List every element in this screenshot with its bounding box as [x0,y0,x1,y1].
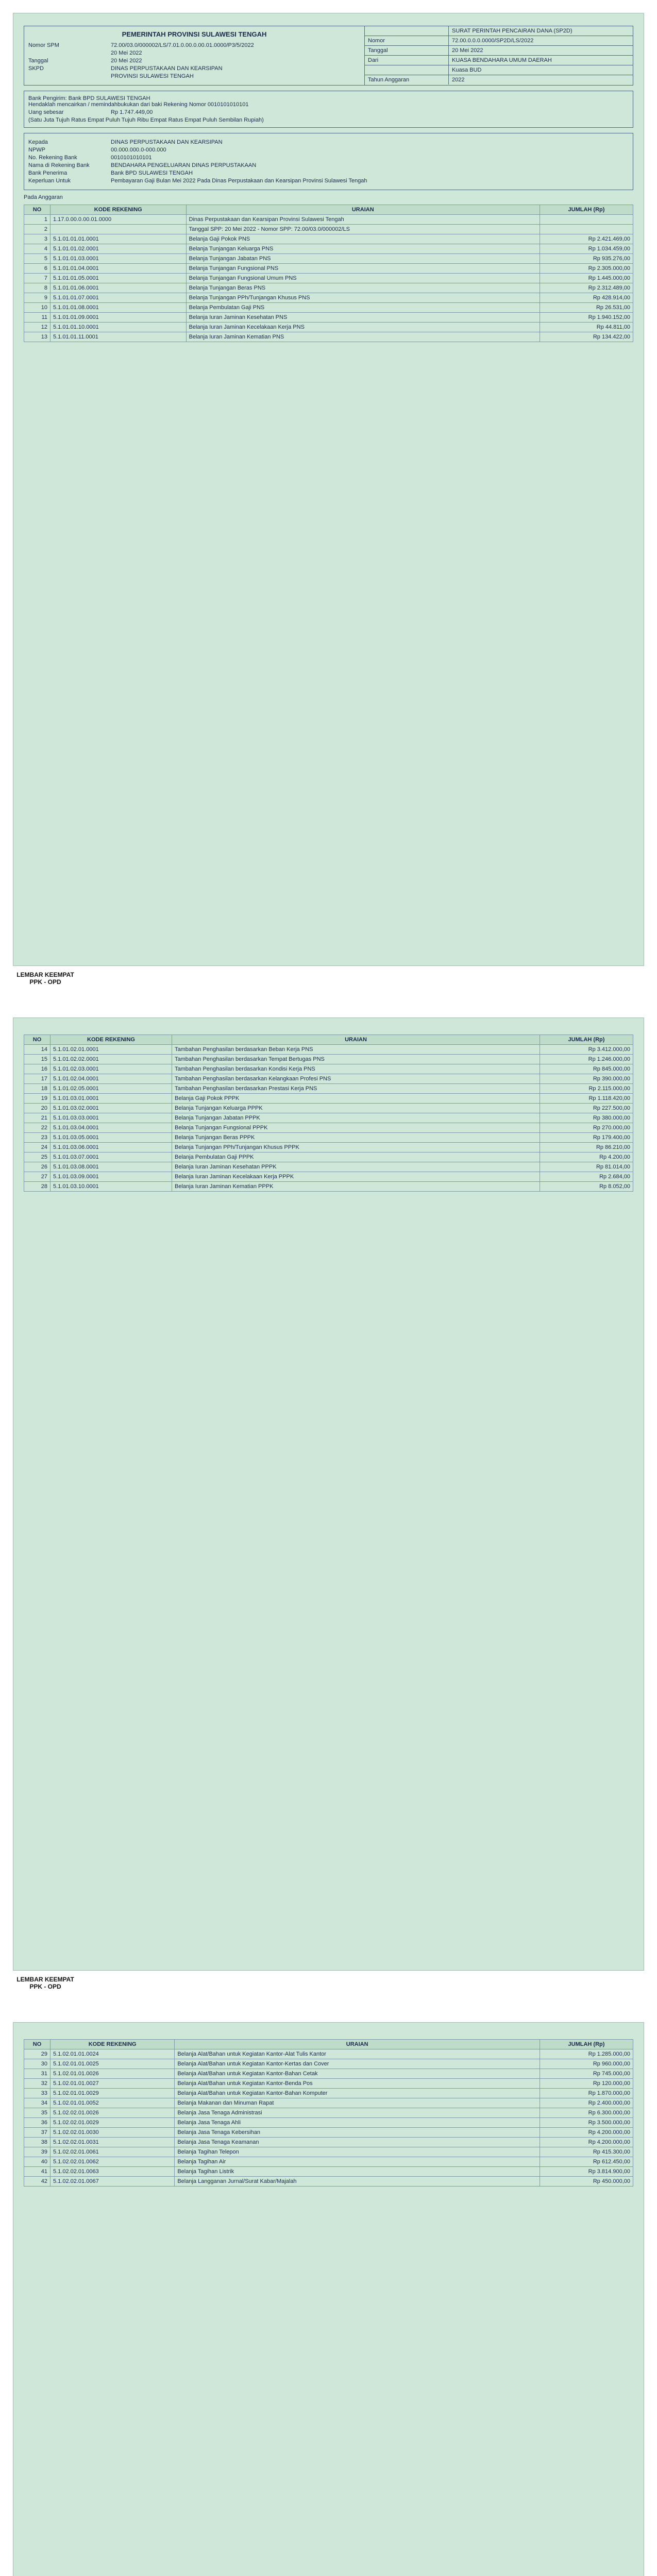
recipient-value: Bank BPD SULAWESI TENGAH [111,170,193,176]
cell-jumlah: Rp 935.276,00 [540,254,633,264]
header-right-value: SURAT PERINTAH PENCAIRAN DANA (SP2D) [452,28,572,34]
cell-jumlah: Rp 179.400,00 [540,1133,633,1143]
cell-jumlah: Rp 960.000,00 [540,2059,633,2069]
cell-no: 1 [24,215,50,225]
cell-kode: 5.1.02.02.01.0031 [50,2138,175,2147]
cell-no: 7 [24,274,50,283]
cell-uraian: Belanja Pembulatan Gaji PNS [186,303,540,313]
table-row [24,2049,633,2059]
recipient-value: DINAS PERPUSTAKAAN DAN KEARSIPAN [111,139,223,145]
table-row [24,323,633,332]
cell-jumlah: Rp 3.412.000,00 [540,1045,633,1055]
cell-no: 21 [24,1113,50,1123]
table-row [24,234,633,244]
cell-kode: 5.1.02.01.01.0029 [50,2089,175,2098]
cell-no: 9 [24,293,50,303]
cell-no: 14 [24,1045,50,1055]
table-row [24,274,633,283]
meta-row [28,73,360,79]
ppk-label-1 [14,971,76,986]
payment-instruction [24,91,633,128]
cell-uraian: Tambahan Penghasilan berdasarkan Kelangkaan Profesi PNS [172,1074,540,1084]
cell-jumlah: Rp 86.210,00 [540,1143,633,1153]
cell-uraian: Belanja Alat/Bahan untuk Kegiatan Kantor-Bahan Komputer [175,2089,540,2098]
table-row [24,215,633,225]
header-left [24,26,365,85]
recipient-key: Kepada [28,139,48,145]
cell-jumlah: Rp 2.305.000,00 [540,264,633,274]
cell-uraian: Tambahan Penghasilan berdasarkan Beban Kerja PNS [172,1045,540,1055]
meta-value: 20 Mei 2022 [111,50,142,56]
meta-row [28,65,360,72]
cell-no: 20 [24,1104,50,1113]
cell-uraian: Belanja Iuran Jaminan Kesehatan PNS [186,313,540,323]
amount-label: Uang sebesar [28,109,64,115]
cell-uraian: Belanja Iuran Jaminan Kesehatan PPPK [172,1162,540,1172]
cell-kode: 5.1.01.03.07.0001 [50,1153,172,1162]
cell-uraian: Belanja Gaji Pokok PPPK [172,1094,540,1104]
cell-no: 26 [24,1162,50,1172]
cell-kode: 5.1.01.01.08.0001 [50,303,187,313]
cell-kode: 5.1.02.01.01.0052 [50,2098,175,2108]
cell-kode: 5.1.01.02.03.0001 [50,1064,172,1074]
cell-no: 10 [24,303,50,313]
cell-jumlah: Rp 3.500.000,00 [540,2118,633,2128]
line-items-table-2 [24,1035,633,1192]
cell-jumlah: Rp 1.445.000,00 [540,274,633,283]
cell-uraian: Belanja Alat/Bahan untuk Kegiatan Kantor-Bahan Cetak [175,2069,540,2079]
cell-no: 31 [24,2069,50,2079]
col-kode: KODE REKENING [50,2040,175,2049]
table-row [24,332,633,342]
cell-kode: 5.1.01.01.09.0001 [50,313,187,323]
cell-jumlah: Rp 120.000,00 [540,2079,633,2089]
recipient-row [28,178,629,184]
line-items-table-3 [24,2039,633,2187]
cell-kode: 5.1.02.02.01.0063 [50,2167,175,2177]
table-row [24,2069,633,2079]
cell-no: 36 [24,2118,50,2128]
cell-uraian: Belanja Gaji Pokok PNS [186,234,540,244]
cell-kode: 5.1.01.03.08.0001 [50,1162,172,1172]
meta-key: SKPD [28,65,44,72]
cell-no: 33 [24,2089,50,2098]
recipient-value: 0010101010101 [111,155,152,161]
cell-no: 12 [24,323,50,332]
table-row [24,2118,633,2128]
cell-uraian: Belanja Jasa Tenaga Ahli [175,2118,540,2128]
document-header [24,26,633,86]
header-right-key [365,65,449,75]
cell-jumlah: Rp 2.421.469,00 [540,234,633,244]
document-page-1 [13,13,644,966]
cell-jumlah: Rp 1.285.000,00 [540,2049,633,2059]
meta-value: 72.00/03.0/000002/LS/7.01.0.00.0.00.01.0000/P3/5/2022 [111,42,254,48]
cell-kode: 5.1.02.01.01.0026 [50,2069,175,2079]
meta-value: DINAS PERPUSTAKAAN DAN KEARSIPAN [111,65,223,72]
cell-jumlah: Rp 1.940.152,00 [540,313,633,323]
cell-uraian: Belanja Tagihan Listrik [175,2167,540,2177]
cell-uraian: Belanja Tunjangan Jabatan PNS [186,254,540,264]
cell-kode: 5.1.02.02.01.0029 [50,2118,175,2128]
cell-kode: 5.1.01.03.02.0001 [50,1104,172,1113]
col-kode: KODE REKENING [50,205,187,215]
cell-no: 35 [24,2108,50,2118]
cell-uraian: Belanja Tunjangan Keluarga PNS [186,244,540,254]
table-row [24,1162,633,1172]
cell-no: 4 [24,244,50,254]
cell-kode: 5.1.02.02.01.0026 [50,2108,175,2118]
header-right-value: 2022 [452,77,465,83]
table-row [24,1153,633,1162]
ppk-title: LEMBAR KEEMPAT [16,971,74,978]
header-right-row [365,46,633,56]
cell-jumlah: Rp 2.684,00 [540,1172,633,1182]
cell-uraian: Belanja Tunjangan Fungsional PPPK [172,1123,540,1133]
cell-jumlah: Rp 2.400.000,00 [540,2098,633,2108]
table-row [24,264,633,274]
cell-kode: 5.1.01.02.05.0001 [50,1084,172,1094]
cell-jumlah: Rp 8.052,00 [540,1182,633,1192]
meta-value: 20 Mei 2022 [111,58,142,64]
recipient-row [28,170,629,176]
cell-uraian: Belanja Iuran Jaminan Kematian PNS [186,332,540,342]
cell-no: 23 [24,1133,50,1143]
table-row [24,1104,633,1113]
cell-no: 32 [24,2079,50,2089]
cell-jumlah: Rp 612.450,00 [540,2157,633,2167]
cell-kode [50,225,187,234]
table-row [24,1143,633,1153]
table-row [24,1123,633,1133]
table-row [24,303,633,313]
cell-uraian: Tanggal SPP: 20 Mei 2022 - Nomor SPP: 72.00/03.0/000002/LS [186,225,540,234]
table-row [24,1084,633,1094]
cell-uraian: Belanja Pembulatan Gaji PPPK [172,1153,540,1162]
cell-uraian: Belanja Iuran Jaminan Kecelakaan Kerja PPPK [172,1172,540,1182]
table-row [24,244,633,254]
cell-kode: 1.17.0.00.0.00.01.0000 [50,215,187,225]
cell-jumlah: Rp 134.422,00 [540,332,633,342]
recipient-value: 00.000.000.0-000.000 [111,147,166,153]
header-right-key [365,26,449,36]
amount-in-words: (Satu Juta Tujuh Ratus Empat Puluh Tujuh Ribu Empat Ratus Empat Puluh Sembilan Rupiah) [28,117,264,123]
cell-no: 13 [24,332,50,342]
cell-kode: 5.1.01.03.04.0001 [50,1123,172,1133]
cell-no: 39 [24,2147,50,2157]
ppk-title: LEMBAR KEEMPAT [16,1976,74,1983]
instruction-line: Hendaklah mencairkan / memindahbukukan dari baki Rekening Nomor 0010101010101 [28,101,249,108]
amount-value: Rp 1.747.449,00 [111,109,153,115]
cell-kode: 5.1.01.03.06.0001 [50,1143,172,1153]
cell-uraian: Belanja Alat/Bahan untuk Kegiatan Kantor-Kertas dan Cover [175,2059,540,2069]
cell-jumlah: Rp 380.000,00 [540,1113,633,1123]
header-right-row [365,56,633,65]
cell-kode: 5.1.01.03.01.0001 [50,1094,172,1104]
cell-jumlah: Rp 6.300.000,00 [540,2108,633,2118]
meta-row [28,42,360,48]
table-row [24,1064,633,1074]
cell-kode: 5.1.02.01.01.0025 [50,2059,175,2069]
cell-jumlah [540,225,633,234]
table-row [24,1094,633,1104]
issuer-title: PEMERINTAH PROVINSI SULAWESI TENGAH [122,30,267,38]
cell-jumlah: Rp 2.115.000,00 [540,1084,633,1094]
cell-no: 3 [24,234,50,244]
table-row [24,1074,633,1084]
cell-jumlah: Rp 227.500,00 [540,1104,633,1113]
cell-jumlah: Rp 1.118.420,00 [540,1094,633,1104]
table-row [24,1172,633,1182]
table-row [24,283,633,293]
header-right-key: Nomor [365,36,449,45]
header-right-value: Kuasa BUD [452,67,482,73]
cell-jumlah: Rp 1.246.000,00 [540,1055,633,1064]
cell-jumlah: Rp 450.000,00 [540,2177,633,2187]
cell-kode: 5.1.02.01.01.0024 [50,2049,175,2059]
cell-kode: 5.1.01.03.05.0001 [50,1133,172,1143]
meta-row [28,50,360,56]
cell-uraian: Dinas Perpustakaan dan Kearsipan Provinsi Sulawesi Tengah [186,215,540,225]
cell-jumlah: Rp 1.870.000,00 [540,2089,633,2098]
meta-key [28,50,111,56]
cell-no: 16 [24,1064,50,1074]
col-uraian: URAIAN [172,1035,540,1045]
col-uraian: URAIAN [186,205,540,215]
cell-uraian: Belanja Tunjangan PPh/Tunjangan Khusus PNS [186,293,540,303]
table-row [24,2098,633,2108]
cell-no: 5 [24,254,50,264]
cell-kode: 5.1.02.02.01.0062 [50,2157,175,2167]
cell-kode: 5.1.01.01.03.0001 [50,254,187,264]
cell-uraian: Belanja Alat/Bahan untuk Kegiatan Kantor-Benda Pos [175,2079,540,2089]
meta-key: Nomor SPM [28,42,59,48]
ppk-label-2 [14,1976,76,1990]
recipient-row [28,155,629,161]
header-right-row [365,26,633,36]
cell-no: 11 [24,313,50,323]
cell-kode: 5.1.01.01.04.0001 [50,264,187,274]
header-right-key: Tanggal [365,46,449,55]
recipient-key: NPWP [28,147,45,153]
header-right [365,26,633,85]
table-row [24,1055,633,1064]
col-jumlah: JUMLAH (Rp) [540,205,633,215]
recipient-row [28,147,629,153]
cell-kode: 5.1.01.01.01.0001 [50,234,187,244]
cell-uraian: Belanja Jasa Tenaga Kebersihan [175,2128,540,2138]
col-no: NO [24,205,50,215]
cell-uraian: Belanja Tunjangan Fungsional Umum PNS [186,274,540,283]
cell-no: 30 [24,2059,50,2069]
cell-jumlah: Rp 4.200,00 [540,1153,633,1162]
cell-kode: 5.1.01.02.02.0001 [50,1055,172,1064]
col-jumlah: JUMLAH (Rp) [540,1035,633,1045]
cell-kode: 5.1.02.02.01.0067 [50,2177,175,2187]
table-row [24,2128,633,2138]
cell-no: 34 [24,2098,50,2108]
cell-kode: 5.1.01.01.10.0001 [50,323,187,332]
table-row [24,293,633,303]
cell-uraian: Tambahan Penghasilan berdasarkan Kondisi Kerja PNS [172,1064,540,1074]
cell-jumlah: Rp 81.014,00 [540,1162,633,1172]
table-row [24,1113,633,1123]
cell-uraian: Belanja Tunjangan PPh/Tunjangan Khusus PPPK [172,1143,540,1153]
cell-uraian: Belanja Iuran Jaminan Kematian PPPK [172,1182,540,1192]
table-row [24,2138,633,2147]
cell-kode: 5.1.01.01.02.0001 [50,244,187,254]
cell-kode: 5.1.02.02.01.0030 [50,2128,175,2138]
meta-row [28,58,360,64]
table-row [24,2157,633,2167]
header-right-value: KUASA BENDAHARA UMUM DAERAH [452,57,552,63]
cell-jumlah: Rp 845.000,00 [540,1064,633,1074]
spm-meta [28,42,360,79]
cell-uraian: Belanja Tagihan Air [175,2157,540,2167]
cell-kode: 5.1.01.01.07.0001 [50,293,187,303]
cell-no: 8 [24,283,50,293]
cell-uraian: Belanja Makanan dan Minuman Rapat [175,2098,540,2108]
cell-kode: 5.1.01.03.10.0001 [50,1182,172,1192]
cell-no: 15 [24,1055,50,1064]
table-row [24,254,633,264]
amount-row [28,109,629,115]
cell-jumlah: Rp 4.200.000,00 [540,2138,633,2147]
cell-no: 37 [24,2128,50,2138]
cell-uraian: Belanja Tunjangan Keluarga PPPK [172,1104,540,1113]
recipient-key: Nama di Rekening Bank [28,162,90,168]
cell-uraian: Belanja Langganan Jurnal/Surat Kabar/Majalah [175,2177,540,2187]
document-page-2 [13,1018,644,1971]
header-right-value: 72.00.0.0.0.0000/SP2D/LS/2022 [452,38,534,44]
cell-kode: 5.1.01.03.09.0001 [50,1172,172,1182]
cell-uraian: Belanja Tagihan Telepon [175,2147,540,2157]
cell-no: 27 [24,1172,50,1182]
cell-kode: 5.1.01.01.05.0001 [50,274,187,283]
line-items-table-1 [24,205,633,342]
cell-kode: 5.1.01.02.01.0001 [50,1045,172,1055]
cell-jumlah: Rp 26.531,00 [540,303,633,313]
cell-kode: 5.1.01.01.11.0001 [50,332,187,342]
cell-no: 17 [24,1074,50,1084]
cell-jumlah: Rp 390.000,00 [540,1074,633,1084]
col-jumlah: JUMLAH (Rp) [540,2040,633,2049]
recipient-row [28,162,629,168]
header-right-key: Dari [365,56,449,65]
cell-no: 19 [24,1094,50,1104]
recipient-value: Pembayaran Gaji Bulan Mei 2022 Pada Dinas Perpustakaan dan Kearsipan Provinsi Sulawesi Tengah [111,178,367,184]
table-row [24,2059,633,2069]
cell-kode: 5.1.02.01.01.0027 [50,2079,175,2089]
table-row [24,225,633,234]
cell-uraian: Belanja Jasa Tenaga Administrasi [175,2108,540,2118]
cell-no: 25 [24,1153,50,1162]
cell-jumlah: Rp 428.914,00 [540,293,633,303]
cell-uraian: Belanja Alat/Bahan untuk Kegiatan Kantor-Alat Tulis Kantor [175,2049,540,2059]
cell-jumlah: Rp 2.312.489,00 [540,283,633,293]
recipient-row [28,139,629,145]
table-row [24,1133,633,1143]
cell-no: 18 [24,1084,50,1094]
table-row [24,2167,633,2177]
cell-no: 40 [24,2157,50,2167]
cell-jumlah [540,215,633,225]
col-no: NO [24,2040,50,2049]
header-right-row [365,36,633,46]
recipient-key: Keperluan Untuk [28,178,71,184]
cell-kode: 5.1.01.01.06.0001 [50,283,187,293]
cell-uraian: Belanja Jasa Tenaga Keamanan [175,2138,540,2147]
header-right-row [365,65,633,75]
cell-uraian: Tambahan Penghasilan berdasarkan Prestasi Kerja PNS [172,1084,540,1094]
header-right-key: Tahun Anggaran [365,75,449,84]
cell-uraian: Belanja Tunjangan Fungsional PNS [186,264,540,274]
col-uraian: URAIAN [175,2040,540,2049]
meta-key [28,73,111,79]
recipient-details [24,133,633,190]
cell-kode: 5.1.01.02.04.0001 [50,1074,172,1084]
col-no: NO [24,1035,50,1045]
meta-key: Tanggal [28,58,48,64]
table-row [24,2108,633,2118]
cell-no: 28 [24,1182,50,1192]
table-row [24,1182,633,1192]
cell-uraian: Tambahan Penghasilan berdasarkan Tempat Bertugas PNS [172,1055,540,1064]
table-row [24,313,633,323]
table-row [24,1045,633,1055]
ppk-subtitle: PPK - OPD [29,1983,61,1990]
recipient-value: BENDAHARA PENGELUARAN DINAS PERPUSTAKAAN [111,162,257,168]
cell-uraian: Belanja Iuran Jaminan Kecelakaan Kerja PNS [186,323,540,332]
cell-jumlah: Rp 4.200.000,00 [540,2128,633,2138]
header-right-row [365,75,633,84]
cell-jumlah: Rp 44.811,00 [540,323,633,332]
cell-kode: 5.1.02.02.01.0061 [50,2147,175,2157]
cell-no: 22 [24,1123,50,1133]
table-row [24,2147,633,2157]
table-row [24,2079,633,2089]
cell-jumlah: Rp 270.000,00 [540,1123,633,1133]
cell-jumlah: Rp 1.034.459,00 [540,244,633,254]
budget-label: Pada Anggaran [24,194,63,200]
cell-no: 24 [24,1143,50,1153]
cell-uraian: Belanja Tunjangan Jabatan PPPK [172,1113,540,1123]
cell-no: 29 [24,2049,50,2059]
cell-no: 42 [24,2177,50,2187]
ppk-subtitle: PPK - OPD [29,978,61,986]
header-right-value: 20 Mei 2022 [452,47,483,54]
cell-no: 6 [24,264,50,274]
cell-uraian: Belanja Tunjangan Beras PNS [186,283,540,293]
col-kode: KODE REKENING [50,1035,172,1045]
table-row [24,2177,633,2187]
cell-no: 38 [24,2138,50,2147]
recipient-key: No. Rekening Bank [28,155,77,161]
cell-jumlah: Rp 3.814.900,00 [540,2167,633,2177]
table-row [24,2089,633,2098]
cell-uraian: Belanja Tunjangan Beras PPPK [172,1133,540,1143]
document-page-3 [13,2022,644,2576]
cell-kode: 5.1.01.03.03.0001 [50,1113,172,1123]
cell-jumlah: Rp 415.300,00 [540,2147,633,2157]
cell-no: 41 [24,2167,50,2177]
cell-jumlah: Rp 745.000,00 [540,2069,633,2079]
recipient-key: Bank Penerima [28,170,68,176]
bank-sender: Bank Pengirim: Bank BPD SULAWESI TENGAH [28,95,150,101]
cell-no: 2 [24,225,50,234]
meta-value: PROVINSI SULAWESI TENGAH [111,73,194,79]
